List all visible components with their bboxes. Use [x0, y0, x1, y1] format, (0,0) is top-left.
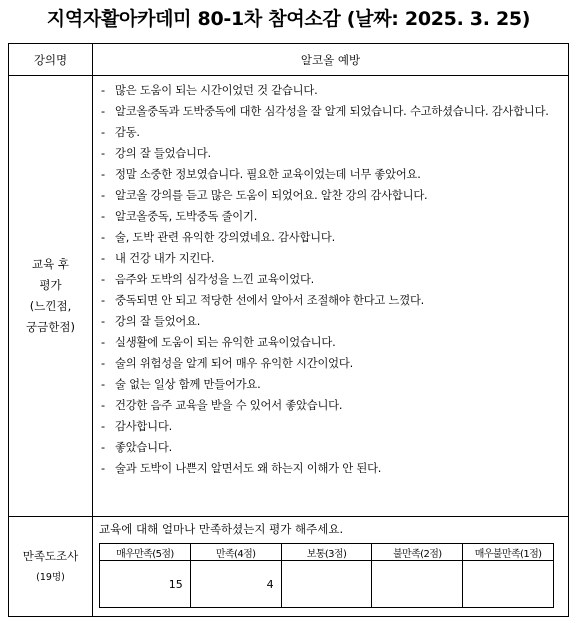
feedback-text: 실생활에 도움이 되는 유익한 교육이었습니다.	[115, 336, 336, 349]
bullet-dash: -	[101, 399, 105, 412]
bullet-dash: -	[101, 189, 105, 202]
feedback-text: 알코올중독, 도박중독 줄이기.	[115, 210, 258, 223]
feedback-item	[101, 332, 562, 353]
feedback-item	[101, 101, 562, 122]
feedback-text: 술의 위험성을 알게 되어 매우 유익한 시간이었다.	[115, 357, 353, 370]
satisfaction-question: 교육에 대해 얼마나 만족하셨는지 평가 해주세요.	[99, 522, 344, 536]
bullet-dash: -	[101, 378, 105, 391]
feedback-label-line: 교육 후	[32, 257, 69, 271]
bullet-dash: -	[101, 231, 105, 244]
bullet-dash: -	[101, 336, 105, 349]
rating-value-row	[100, 561, 554, 608]
bullet-dash: -	[101, 420, 105, 433]
feedback-text: 감사합니다.	[115, 420, 172, 433]
bullet-dash: -	[101, 147, 105, 160]
header-row	[9, 44, 569, 76]
respondent-count: (19명)	[36, 571, 65, 583]
feedback-text: 좋았습니다.	[115, 441, 172, 454]
satisfaction-title: 만족도조사	[22, 548, 79, 563]
bullet-dash: -	[101, 252, 105, 265]
feedback-label-line: 궁금한점)	[26, 320, 75, 334]
rating-header: 매우불만족(1점)	[463, 544, 554, 561]
feedback-text: 중독되면 안 되고 적당한 선에서 알아서 조절해야 한다고 느꼈다.	[115, 294, 425, 307]
rating-header: 보통(3점)	[281, 544, 372, 561]
feedback-item	[101, 437, 562, 458]
rating-value	[372, 561, 463, 608]
satisfaction-row	[9, 517, 569, 617]
feedback-text: 강의 잘 들었습니다.	[115, 147, 211, 160]
bullet-dash: -	[101, 126, 105, 139]
feedback-item	[101, 248, 562, 269]
rating-header: 매우만족(5점)	[100, 544, 191, 561]
feedback-text: 술과 도박이 나쁜지 알면서도 왜 하는지 이해가 안 된다.	[115, 462, 382, 475]
feedback-item	[101, 353, 562, 374]
feedback-item	[101, 143, 562, 164]
rating-value	[463, 561, 554, 608]
survey-table	[8, 43, 569, 617]
feedback-item	[101, 269, 562, 290]
feedback-label-line: (느낀점,	[29, 299, 72, 313]
feedback-text: 내 건강 내가 지킨다.	[115, 252, 215, 265]
feedback-item	[101, 122, 562, 143]
feedback-item	[101, 290, 562, 311]
feedback-item	[101, 416, 562, 437]
feedback-item	[101, 164, 562, 185]
feedback-text: 술, 도박 관련 유익한 강의였네요. 감사합니다.	[115, 231, 335, 244]
feedback-label	[9, 76, 93, 517]
bullet-dash: -	[101, 441, 105, 454]
feedback-item	[101, 206, 562, 227]
lecture-name: 알코올 예방	[93, 44, 569, 76]
feedback-text: 건강한 음주 교육을 받을 수 있어서 좋았습니다.	[115, 399, 343, 412]
feedback-item	[101, 458, 562, 479]
feedback-text: 알코올 강의를 듣고 많은 도움이 되었어요. 알찬 강의 감사합니다.	[115, 189, 428, 202]
bullet-dash: -	[101, 315, 105, 328]
feedback-text: 강의 잘 들었어요.	[115, 315, 201, 328]
feedback-text: 술 없는 일상 함께 만들어가요.	[115, 378, 261, 391]
feedback-item	[101, 227, 562, 248]
feedback-item	[101, 374, 562, 395]
feedback-cell	[93, 76, 569, 517]
rating-value: 4	[190, 561, 281, 608]
feedback-item	[101, 311, 562, 332]
feedback-list	[101, 80, 562, 479]
feedback-item	[101, 395, 562, 416]
rating-header: 만족(4점)	[190, 544, 281, 561]
feedback-item	[101, 80, 562, 101]
rating-header: 불만족(2점)	[372, 544, 463, 561]
document-title: 지역자활아카데미 80-1차 참여소감 (날짜: 2025. 3. 25)	[46, 8, 531, 30]
bullet-dash: -	[101, 168, 105, 181]
bullet-dash: -	[101, 210, 105, 223]
bullet-dash: -	[101, 462, 105, 475]
satisfaction-label	[9, 517, 93, 617]
feedback-label-line: 평가	[39, 278, 62, 292]
rating-table	[99, 543, 554, 608]
feedback-item	[101, 185, 562, 206]
bullet-dash: -	[101, 357, 105, 370]
feedback-text: 많은 도움이 되는 시간이었던 것 같습니다.	[115, 84, 318, 97]
rating-value: 15	[100, 561, 191, 608]
feedback-text: 감동.	[115, 126, 140, 139]
rating-header-row	[100, 544, 554, 561]
feedback-row	[9, 76, 569, 517]
bullet-dash: -	[101, 294, 105, 307]
feedback-text: 음주와 도박의 심각성을 느낀 교육이었다.	[115, 273, 315, 286]
header-label: 강의명	[9, 44, 93, 76]
rating-value	[281, 561, 372, 608]
feedback-text: 정말 소중한 정보였습니다. 필요한 교육이었는데 너무 좋았어요.	[115, 168, 421, 181]
bullet-dash: -	[101, 84, 105, 97]
bullet-dash: -	[101, 105, 105, 118]
feedback-text: 알코올중독과 도박중독에 대한 심각성을 잘 알게 되었습니다. 수고하셨습니다. 감사합니다.	[115, 105, 549, 118]
satisfaction-cell	[93, 517, 569, 617]
bullet-dash: -	[101, 273, 105, 286]
